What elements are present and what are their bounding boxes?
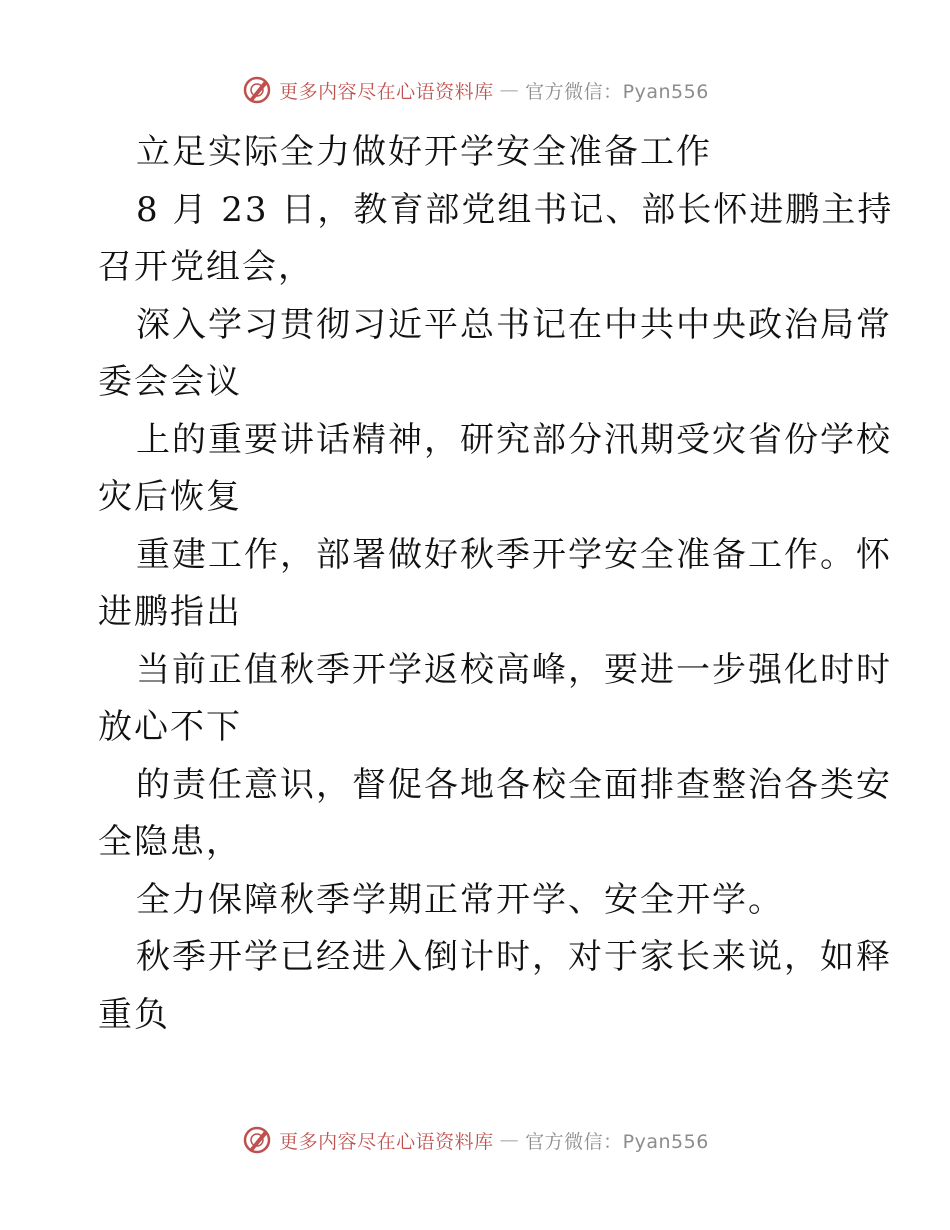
paragraph-line: 放心不下 [98,707,242,747]
paragraph-line: 当前正值秋季开学返校高峰，要进一步强化时时 [136,649,892,690]
paragraph-line: 秋季开学已经进入倒计时，对于家长来说，如释 [136,937,892,977]
watermark-brand: 更多内容尽在心语资料库 [279,1130,494,1153]
paragraph-line: 灾后恢复 [98,477,242,517]
paragraph-line: 深入学习贯彻习近平总书记在中共中央政治局常 [136,304,892,345]
quill-seal-icon [241,1124,273,1156]
quill-seal-icon [241,74,273,106]
paragraph-line: 进鹏指出 [98,592,242,632]
footer-watermark [0,1120,950,1160]
watermark-wechat: 官方微信：Pyan556 [525,80,709,103]
document-body [98,124,894,1044]
watermark-wechat: 官方微信：Pyan556 [525,1130,709,1153]
paragraph-line: 重建工作，部署做好秋季开学安全准备工作。怀 [136,534,892,575]
watermark-separator: — [499,79,520,101]
paragraph-line: 全隐患， [98,822,242,862]
paragraph-line: 委会会议 [98,362,242,402]
paragraph-line: 8 月 23 日，教育部党组书记、部长怀进鹏主持 [136,189,894,230]
document-title: 立足实际全力做好开学安全准备工作 [136,132,712,172]
watermark-separator: — [499,1129,520,1151]
paragraph-line: 的责任意识，督促各地各校全面排查整治各类安 [136,764,892,805]
paragraph-line: 上的重要讲话精神，研究部分汛期受灾省份学校 [136,419,892,460]
paragraph-line: 重负 [98,994,170,1035]
header-watermark [0,70,950,110]
watermark-brand: 更多内容尽在心语资料库 [279,80,494,103]
paragraph-line: 全力保障秋季学期正常开学、安全开学。 [136,879,784,920]
paragraph-line: 召开党组会， [98,247,314,287]
